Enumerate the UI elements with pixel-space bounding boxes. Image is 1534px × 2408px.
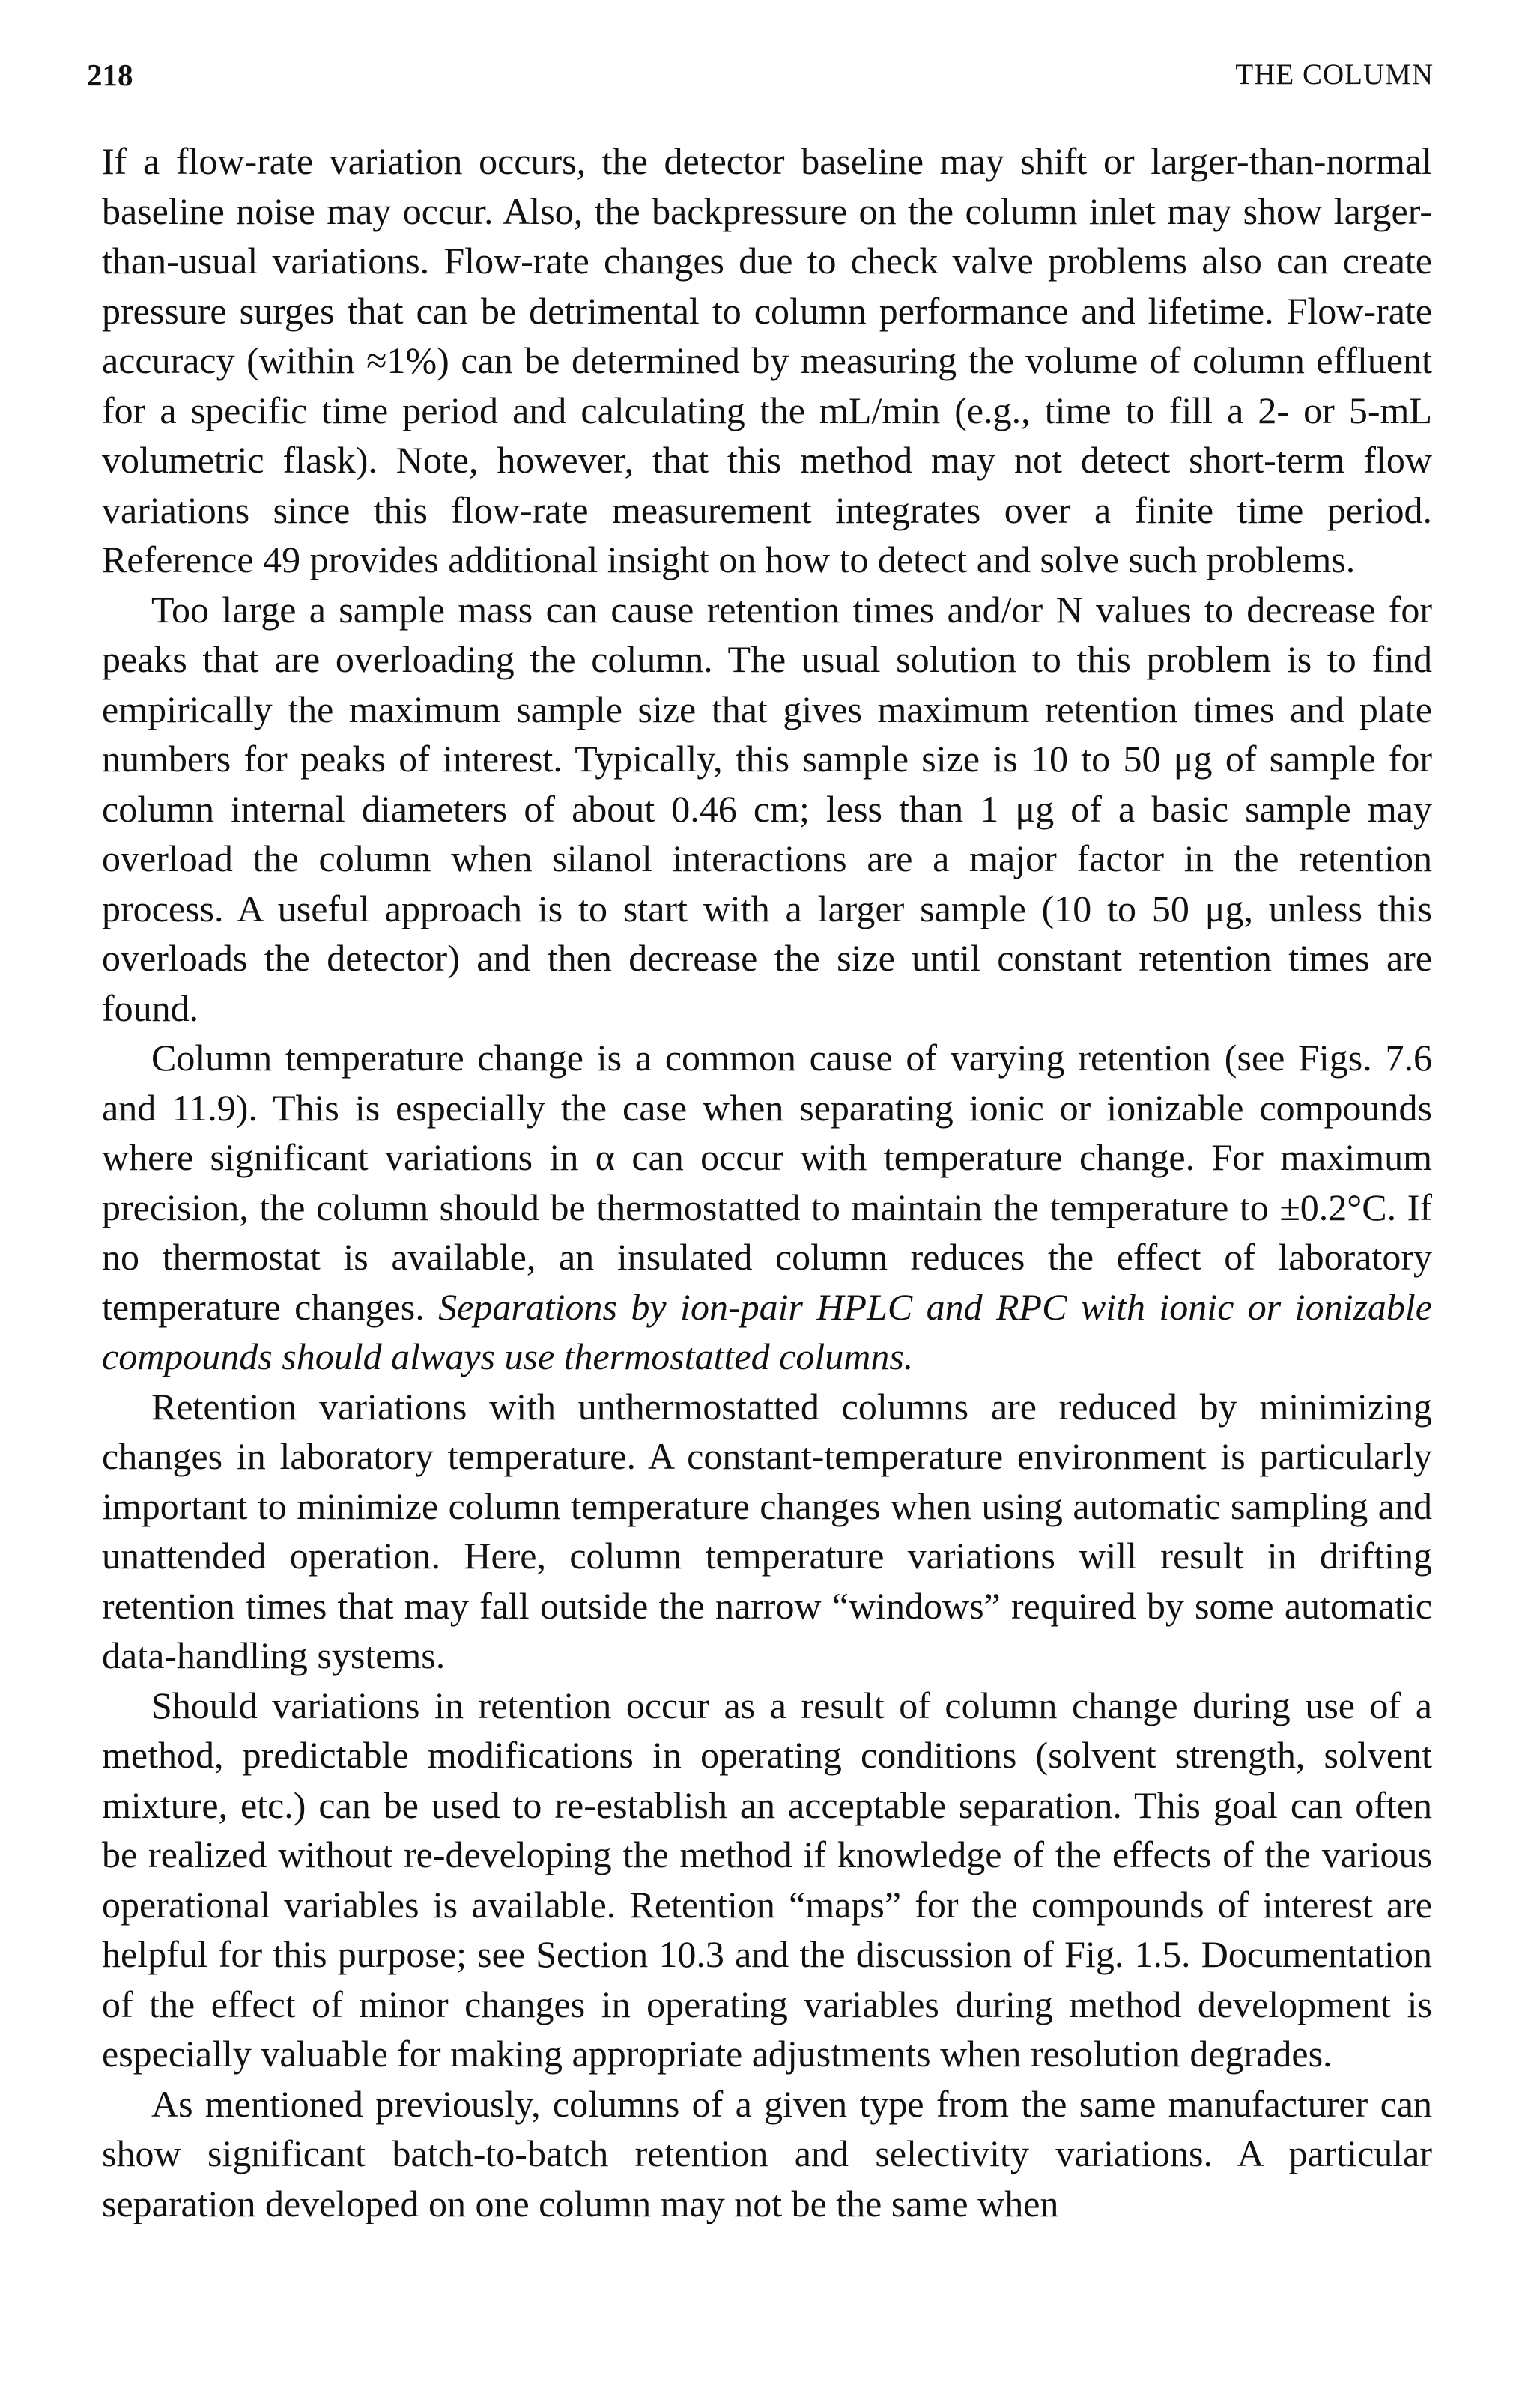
paragraph-unthermostatted: Retention variations with unthermostatted columns are reduced by minimizing changes in laboratory temperature. A constant-temperature environment is particularly important to minimize column temperature changes when using automatic sampling and unattended operation. Here, column temperature variations will result in drifting retention times that may fall outside the narrow “windows” required by some automatic data-handling systems.: [102, 1385, 1432, 1676]
paragraph-column-temperature-emphasis: Separations by ion-pair HPLC and RPC with ionic or ionizable compounds should always use thermostatted columns.: [102, 1285, 1433, 1377]
page-header: [87, 52, 1434, 97]
paragraph-retention-variations: Should variations in retention occur as a result of column change during use of a method, predictable modifications in operating conditions (solvent strength, solvent mixture, etc.) can be used to re-establish an acceptable separation. This goal can often be realized without re-developing the method if knowledge of the effects of the various operational variables is available. Retention “maps” for the compounds of interest are helpful for this purpose; see Section 10.3 and the discussion of Fig. 1.5. Documentation of the effect of minor changes in operating variables during method development is especially valuable for making appropriate adjustments when resolution degrades.: [102, 1684, 1432, 2075]
body-text: [102, 136, 1432, 2228]
paragraph-column-temperature: [102, 1033, 1432, 1382]
paragraph-sample-mass: Too large a sample mass can cause retention times and/or N values to decrease for peaks that are overloading the column. The usual solution to this problem is to find empirically the maximum sample size that gives maximum retention times and plate numbers for peaks of interest. Typically, this sample size is 10 to 50 μg of sample for column internal diameters of about 0.46 cm; less than 1 μg of a basic sample may overload the column when silanol interactions are a major factor in the retention process. A useful approach is to start with a larger sample (10 to 50 μg, unless this overloads the detector) and then decrease the size until constant retention times are found.: [102, 588, 1432, 1029]
running-head: THE COLUMN: [1235, 58, 1434, 91]
paragraph-column-temperature-text: Column temperature change is a common cause of varying retention (see Figs. 7.6 and 11.9). This is especially the case when separating ionic or ionizable compounds where significant variations in α can occur with temperature change. For maximum precision, the column should be thermostatted to maintain the temperature to ±0.2°C. If no thermostat is available, an insulated column reduces the effect of laboratory temperature changes.: [102, 1037, 1432, 1328]
paragraph-flow-rate: If a flow-rate variation occurs, the detector baseline may shift or larger-than-normal baseline noise may occur. Also, the backpressure on the column inlet may show larger-than-usual variations. Flow-rate changes due to check valve problems also can create pressure surges that can be detrimental to column performance and lifetime. Flow-rate accuracy (within ≈1%) can be determined by measuring the volume of column effluent for a specific time period and calculating the mL/min (e.g., time to fill a 2- or 5-mL volumetric flask). Note, however, that this method may not detect short-term flow variations since this flow-rate measurement integrates over a finite time period. Reference 49 provides additional insight on how to detect and solve such problems.: [102, 140, 1432, 580]
paragraph-batch-variations: As mentioned previously, columns of a given type from the same manufacturer can show significant batch-to-batch retention and selectivity variations. A particular separation developed on one column may not be the same when: [102, 2082, 1432, 2224]
page-number: 218: [87, 58, 133, 92]
